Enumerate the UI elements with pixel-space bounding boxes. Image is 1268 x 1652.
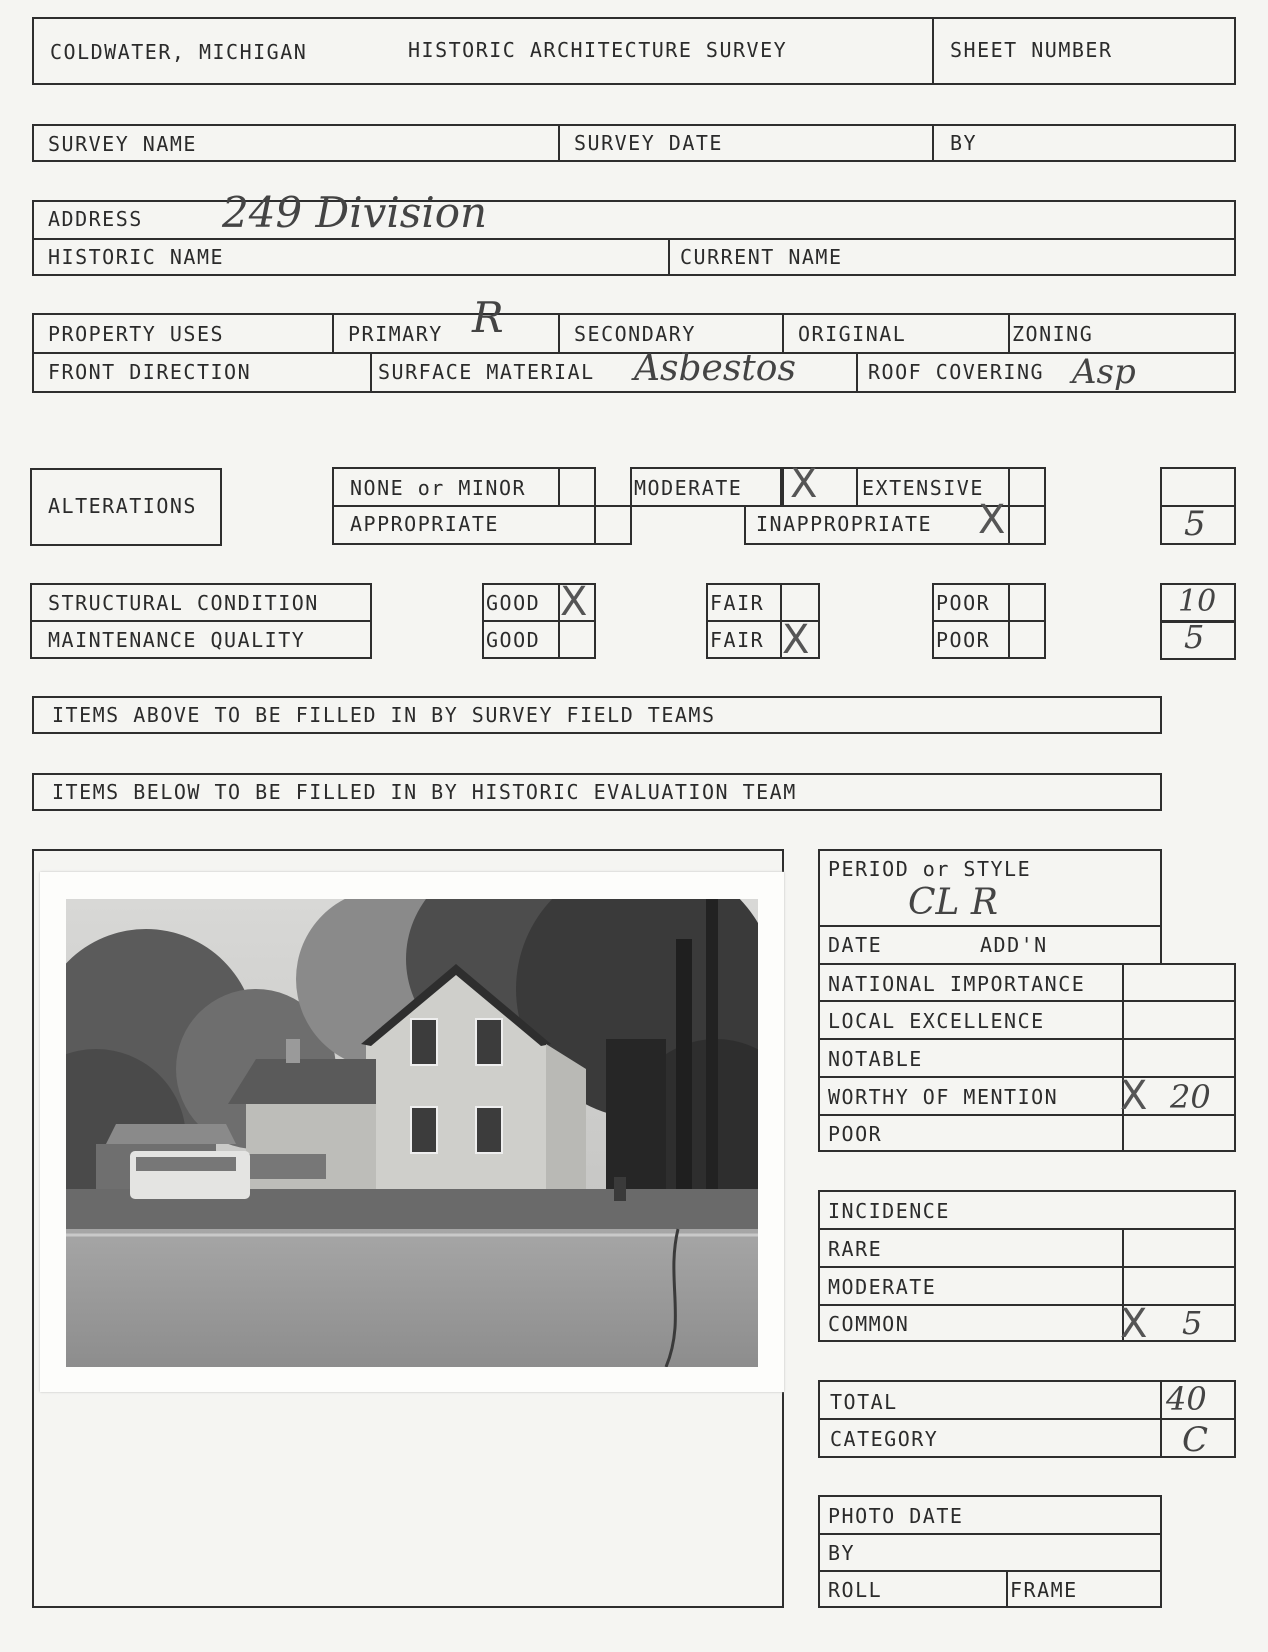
alterations-score: 5 xyxy=(1184,504,1206,544)
survey-date-label: SURVEY DATE xyxy=(574,131,723,155)
common-check: X xyxy=(1120,1301,1148,1347)
incidence-label: INCIDENCE xyxy=(828,1199,950,1223)
maintenance-poor-label: POOR xyxy=(936,628,991,652)
maintenance-quality-label: MAINTENANCE QUALITY xyxy=(48,628,306,652)
worthy-check: X xyxy=(1120,1073,1148,1119)
note-below: ITEMS BELOW TO BE FILLED IN BY HISTORIC EVALUATION TEAM xyxy=(52,780,797,804)
zoning-label: ZONING xyxy=(1012,322,1094,346)
original-label: ORIGINAL xyxy=(798,322,907,346)
property-uses-label: PROPERTY USES xyxy=(48,322,225,346)
category-value: C xyxy=(1182,1420,1209,1460)
maintenance-score: 5 xyxy=(1184,618,1205,656)
sheet-number-label: SHEET NUMBER xyxy=(950,38,1113,62)
roof-covering-value: Asp xyxy=(1072,352,1136,392)
maintenance-fair-label: FAIR xyxy=(710,628,765,652)
survey-by-label: BY xyxy=(950,131,978,155)
maintenance-good-label: GOOD xyxy=(486,628,541,652)
structural-poor-label: POOR xyxy=(936,591,991,615)
note-above: ITEMS ABOVE TO BE FILLED IN BY SURVEY FIELD TEAMS xyxy=(52,703,716,727)
photo-by-label: BY xyxy=(828,1541,856,1565)
national-importance-label: NATIONAL IMPORTANCE xyxy=(828,972,1086,996)
total-value: 40 xyxy=(1166,1380,1207,1418)
frame-label: FRAME xyxy=(1010,1578,1078,1602)
secondary-label: SECONDARY xyxy=(574,322,696,346)
historic-name-label: HISTORIC NAME xyxy=(48,245,225,269)
none-minor-label: NONE or MINOR xyxy=(350,476,527,500)
structural-good-check: X xyxy=(560,579,588,625)
common-score: 5 xyxy=(1182,1304,1203,1342)
roof-covering-label: ROOF COVERING xyxy=(868,360,1045,384)
common-label: COMMON xyxy=(828,1312,910,1336)
current-name-label: CURRENT NAME xyxy=(680,245,843,269)
period-label: PERIOD or STYLE xyxy=(828,857,1032,881)
total-label: TOTAL xyxy=(830,1390,898,1414)
survey-name-label: SURVEY NAME xyxy=(48,132,197,156)
notable-label: NOTABLE xyxy=(828,1047,923,1071)
structural-fair-label: FAIR xyxy=(710,591,765,615)
photo-date-label: PHOTO DATE xyxy=(828,1504,964,1528)
surface-material-value: Asbestos xyxy=(634,348,796,389)
period-value: CL R xyxy=(908,882,998,923)
category-label: CATEGORY xyxy=(830,1427,939,1451)
incidence-moderate-label: MODERATE xyxy=(828,1275,937,1299)
moderate-check: X xyxy=(790,461,818,507)
inappropriate-label: INAPPROPRIATE xyxy=(756,512,933,536)
inappropriate-check: X xyxy=(978,497,1006,543)
alterations-label: ALTERATIONS xyxy=(48,494,197,518)
worthy-score: 20 xyxy=(1170,1078,1211,1116)
structural-score: 10 xyxy=(1178,584,1217,619)
extensive-label: EXTENSIVE xyxy=(862,476,984,500)
addn-label: ADD'N xyxy=(980,933,1048,957)
roll-label: ROLL xyxy=(828,1578,883,1602)
front-direction-label: FRONT DIRECTION xyxy=(48,360,252,384)
surface-material-label: SURFACE MATERIAL xyxy=(378,360,595,384)
primary-label: PRIMARY xyxy=(348,322,443,346)
worthy-label: WORTHY OF MENTION xyxy=(828,1085,1059,1109)
address-value: 249 Division xyxy=(222,188,488,237)
form-title: HISTORIC ARCHITECTURE SURVEY xyxy=(408,38,788,62)
primary-value: R xyxy=(472,293,504,342)
address-label: ADDRESS xyxy=(48,207,143,231)
house-photo xyxy=(66,899,758,1367)
maintenance-fair-check: X xyxy=(782,617,810,663)
appropriate-label: APPROPRIATE xyxy=(350,512,499,536)
eval-poor-label: POOR xyxy=(828,1122,883,1146)
rare-label: RARE xyxy=(828,1237,883,1261)
date-label: DATE xyxy=(828,933,883,957)
structural-good-label: GOOD xyxy=(486,591,541,615)
local-excellence-label: LOCAL EXCELLENCE xyxy=(828,1009,1045,1033)
city-label: COLDWATER, MICHIGAN xyxy=(50,40,308,64)
structural-condition-label: STRUCTURAL CONDITION xyxy=(48,591,319,615)
moderate-alt-label: MODERATE xyxy=(634,476,743,500)
